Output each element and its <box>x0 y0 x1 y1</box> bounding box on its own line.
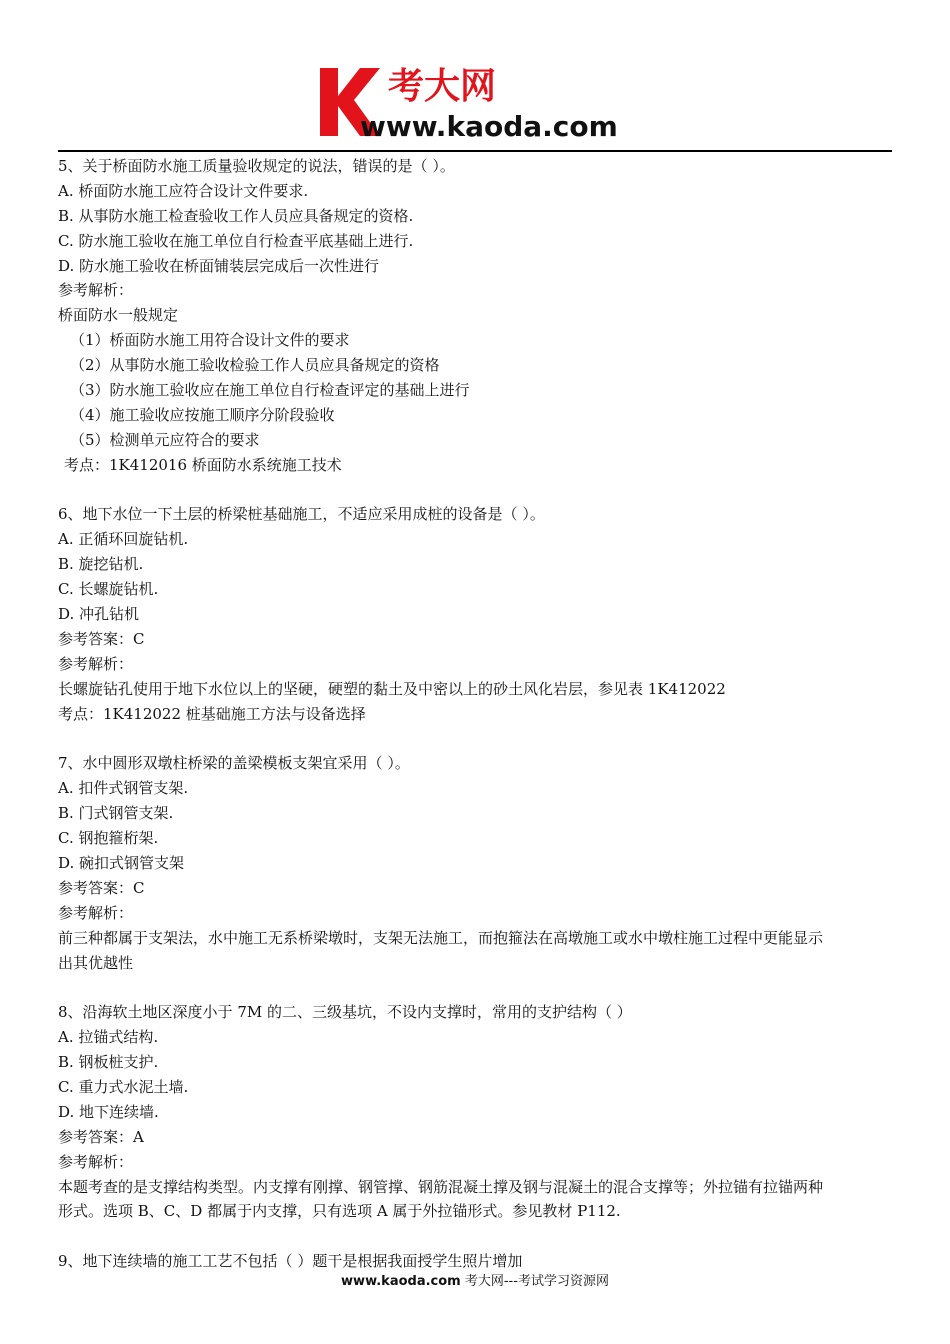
q6-answer: 参考答案：C <box>58 629 145 648</box>
q6-option-d: D. 冲孔钻机 <box>58 605 140 624</box>
footer-url[interactable]: www.kaoda.com <box>341 1274 461 1289</box>
q5-rule-2: （2）从事防水施工验收检验工作人员应具备规定的资格 <box>70 356 440 375</box>
logo-chinese-text: 考大网 <box>388 66 497 107</box>
q5-analysis-label: 参考解析： <box>58 281 134 300</box>
q8-analysis-label: 参考解析： <box>58 1152 134 1171</box>
footer-text: 考大网---考试学习资源网 <box>460 1274 609 1289</box>
q7-option-d: D. 碗扣式钢管支架 <box>58 853 185 872</box>
q5-rule-3: （3）防水施工验收应在施工单位自行检查评定的基础上进行 <box>70 381 470 400</box>
spacer <box>58 975 894 1000</box>
q8-analysis-line-2: 形式。选项 B、C、D 都属于内支撑，只有选项 A 属于外拉锚形式。参见教材 P112. <box>58 1202 621 1221</box>
q7-analysis-label: 参考解析： <box>58 903 134 922</box>
q5-stem: 5、关于桥面防水施工质量验收规定的说法，错误的是（ ）。 <box>58 157 455 175</box>
q8-option-b: B. 钢板桩支护. <box>58 1053 159 1072</box>
document-body <box>58 154 894 1274</box>
q8-option-a: A. 拉锚式结构. <box>58 1028 159 1047</box>
q7-option-c: C. 钢抱箍桁架. <box>58 829 159 848</box>
q7-option-a: A. 扣件式钢管支架. <box>58 779 189 798</box>
q7-analysis-line-1: 前三种都属于支架法，水中施工无系桥梁墩时，支架无法施工，而抱箍法在高墩施工或水中墩柱施工过程中更能显示 <box>58 928 824 947</box>
header-divider <box>58 150 892 152</box>
q7-answer: 参考答案：C <box>58 878 145 897</box>
q6-option-b: B. 旋挖钻机. <box>58 555 144 574</box>
q9-stem: 9、地下连续墙的施工工艺不包括（ ）题干是根据我面授学生照片增加 <box>58 1252 523 1271</box>
q7-analysis-line-2: 出其优越性 <box>58 953 134 972</box>
q5-option-b: B. 从事防水施工检查验收工作人员应具备规定的资格. <box>58 206 414 225</box>
q5-option-d: D. 防水施工验收在桥面铺装层完成后一次性进行 <box>58 256 380 275</box>
q8-stem: 8、沿海软土地区深度小于 7M 的二、三级基坑，不设内支撑时，常用的支护结构（ ） <box>58 1003 632 1022</box>
q5-rule-4: （4）施工验收应按施工顺序分阶段验收 <box>70 405 335 424</box>
logo-url-text: www.kaoda.com <box>360 110 618 142</box>
q5-option-a: A. 桥面防水施工应符合设计文件要求. <box>58 181 309 200</box>
page-footer <box>0 1270 950 1289</box>
q5-option-c: C. 防水施工验收在施工单位自行检查平底基础上进行. <box>58 231 414 250</box>
q5-rule-5: （5）检测单元应符合的要求 <box>70 430 260 449</box>
q7-option-b: B. 门式钢管支架. <box>58 804 174 823</box>
kaoda-logo <box>318 62 640 142</box>
q6-option-a: A. 正循环回旋钻机. <box>58 530 189 549</box>
page-header <box>0 0 950 152</box>
q8-analysis-line-1: 本题考查的是支撑结构类型。内支撑有刚撑、钢管撑、钢筋混凝土撑及钢与混凝土的混合支撑等；外拉锚有拉锚两种 <box>58 1177 824 1196</box>
q6-option-c: C. 长螺旋钻机. <box>58 580 159 599</box>
q5-rule-1: （1）桥面防水施工用符合设计文件的要求 <box>70 331 350 350</box>
q6-analysis: 长螺旋钻孔使用于地下水位以上的坚硬，硬塑的黏土及中密以上的砂土风化岩层，参见表 1K412022 <box>58 679 726 698</box>
q5-analysis-title: 桥面防水一般规定 <box>58 306 179 325</box>
q7-stem: 7、水中圆形双墩柱桥梁的盖梁模板支架宜采用（ ）。 <box>58 754 410 773</box>
spacer <box>58 726 894 751</box>
q5-exam-point: 考点：1K412016 桥面防水系统施工技术 <box>64 455 342 474</box>
q8-answer: 参考答案：A <box>58 1127 144 1146</box>
spacer <box>58 1224 894 1249</box>
q8-option-c: C. 重力式水泥土墙. <box>58 1077 189 1096</box>
q8-option-d: D. 地下连续墙. <box>58 1102 159 1121</box>
q6-exam-point: 考点：1K412022 桩基础施工方法与设备选择 <box>58 704 366 723</box>
q6-stem: 6、地下水位一下土层的桥梁桩基础施工，不适应采用成桩的设备是（ ）。 <box>58 505 545 524</box>
q6-analysis-label: 参考解析： <box>58 654 134 673</box>
spacer <box>58 478 894 503</box>
